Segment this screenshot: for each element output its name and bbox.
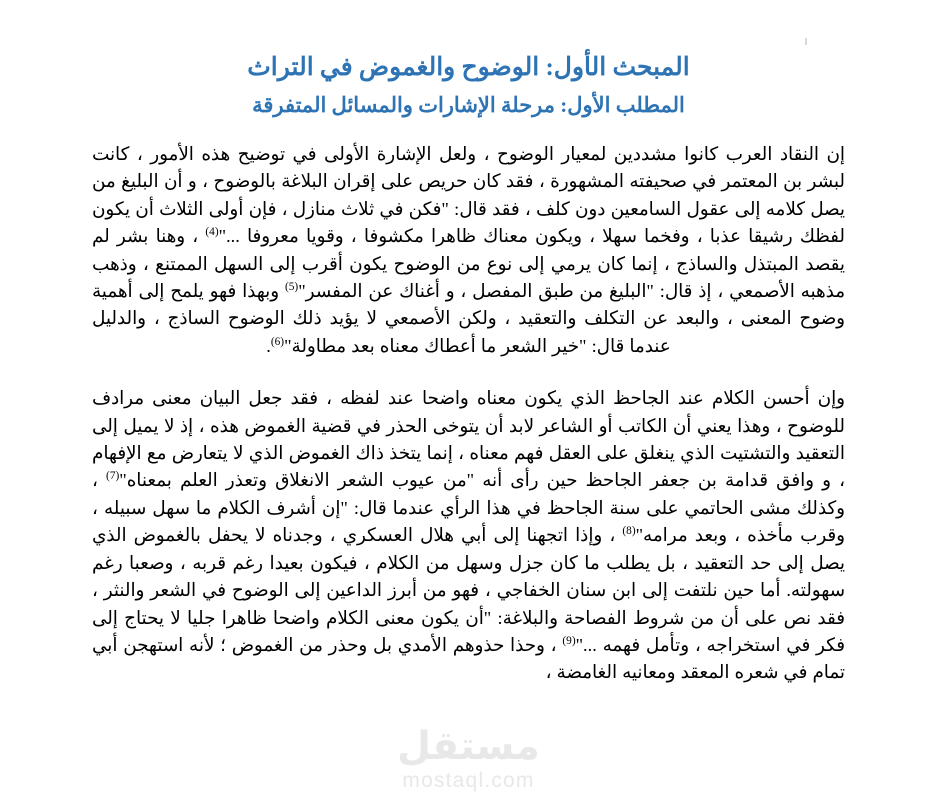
footnote-marker: (9) (562, 634, 576, 647)
watermark (0, 726, 937, 793)
footnote-marker: (8) (622, 525, 636, 538)
footnote-marker: (7) (106, 470, 120, 483)
heading-sub: المطلب الأول: مرحلة الإشارات والمسائل المتفرقة (252, 93, 685, 117)
footnote-marker: (4) (205, 226, 219, 239)
footnote-marker: (5) (284, 280, 299, 293)
footnote-marker: (6) (270, 335, 285, 348)
paragraph-1: إن النقاد العرب كانوا مشددين لمعيار الوضوح ، ولعل الإشارة الأولى في توضيح هذه الأمور ، كانت لبشر بن المعتمر في صحيفته المشهورة ، فقد كان حريص على إقران البلاغة بالوضوح ، و أن البليغ من يصل كلامه إلى عقول السامعين دون كلف ، فقد قال: "فكن في ثلاث منازل ، فإن أولى الثلاث أن يكون لفظك رشيقا عذبا ، وفخما سهلا ، ويكون معناك ظاهرا مكشوفا ، وقويا معروفا ..."$^{(4)}$ ، وهنا بشر لم يقصد المبتذل والساذج ، إنما كان يرمي إلى نوع من الوضوح يكون أقرب إلى السهل الممتنع ، وذهب مذهبه الأصمعي ، إذ قال: "البليغ من طبق المفصل ، و أغناك عن المفسر"$^{(5)}$ وبهذا فهو يلمح إلى أهمية وضوح المعنى ، والبعد عن التكلف والتعقيد ، ولكن الأصمعي لا يؤيد ذلك الوضوح الساذج ، والدليل عندما قال: "خير الشعر ما أعطاك معناه بعد مطاولة"$^{(6)}$. (92, 144, 845, 356)
headings-block (92, 52, 845, 120)
paragraph-2: وإن أحسن الكلام عند الجاحظ الذي يكون معناه واضحا عند لفظه ، فقد جعل البيان معنى مرادف للوضوح ، وهذا يعني أن الكاتب أو الشاعر لابد أن يتوخى الحذر في قضية الغموض هذه ، إذ لا يميل إلى التعقيد والتشتيت الذي ينغلق على العقل فهم معناه ، إنما يتخذ ذاك الغموض الذي لا يتعارض مع الإفهام ، و وافق قدامة بن جعفر الجاحظ حين رأى أنه "من عيوب الشعر الانغلاق وتعذر العلم بمعناه"$^{(7)}$ ، وكذلك مشى الحاتمي على سنة الجاحظ في هذا الرأي عندما قال: "إن أشرف الكلام ما سهل سبيله ، وقرب مأخذه ، وبعد مرامه"$^{(8)}$ ، وإذا اتجهنا إلى أبي هلال العسكري ، وجدناه لا يحفل بالغموض الذي يصل إلى حد التعقيد ، بل يطلب ما كان جزل وسهل من الكلام ، فيكون بعيدا رغم قربه ، وصعبا رغم سهولته. أما حين نلتفت إلى ابن سنان الخفاجي ، فهو من أبرز الداعين إلى الوضوح في الشعر والنثر ، فقد نص على أن من شروط الفصاحة والبلاغة: "أن يكون معنى الكلام واضحا ظاهرا جليا لا يحتاج إلى فكر في استخراجه ، وتأمل فهمه ..."$^{(9)}$ ، وحذا حذوهم الأمدي بل وحذر من الغموض ؛ لأنه استهجن أبي تمام في شعره المعقد ومعانيه الغامضة ، (92, 388, 845, 683)
document-body (92, 141, 845, 687)
heading-main: المبحث الأول: الوضوح والغموض في التراث (247, 54, 690, 81)
page-artifact-speck (805, 38, 807, 45)
watermark-domain-text: mostaql.com (402, 769, 535, 792)
watermark-arabic-logo: مستقل (397, 725, 540, 768)
